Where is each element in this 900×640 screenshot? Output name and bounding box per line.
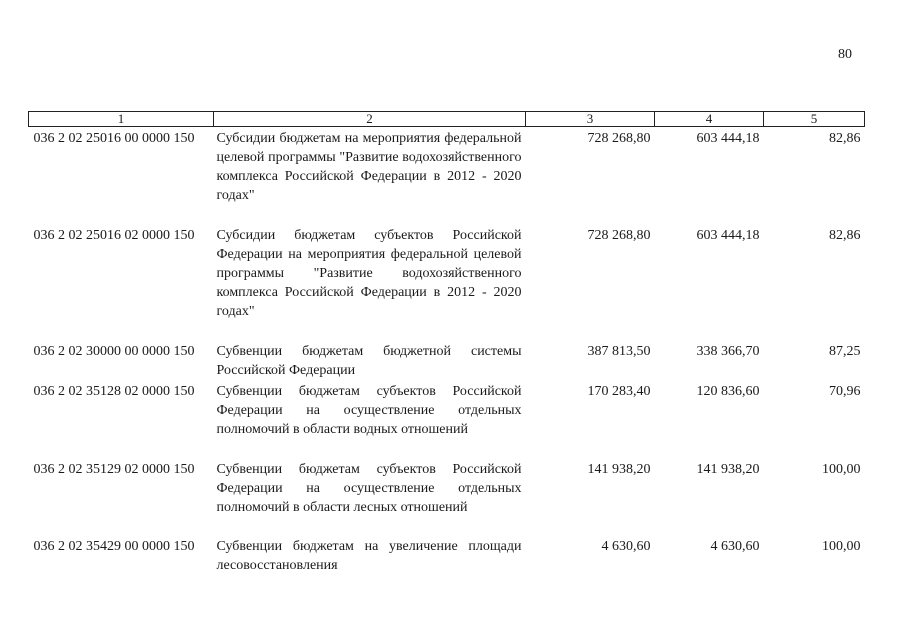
table-row <box>29 224 865 340</box>
budget-code-cell: 036 2 02 25016 00 0000 150 <box>33 131 195 146</box>
header-row <box>29 112 865 127</box>
value-col4-cell: 141 938,20 <box>696 461 760 477</box>
table-row <box>29 535 865 575</box>
description-cell: Субвенции бюджетам на увеличение площади лесовосстановления <box>216 538 522 573</box>
value-col4-cell: 120 836,60 <box>696 383 760 399</box>
description-cell: Субсидии бюджетам на мероприятия федеральной целевой программы "Развитие водохозяйственного комплекса Российской Федерации в 2012 - 2020 годах" <box>216 131 522 203</box>
budget-table <box>28 111 865 575</box>
value-col3-cell: 4 630,60 <box>601 538 651 554</box>
value-col5-cell: 70,96 <box>829 383 861 399</box>
column-header-2: 2 <box>214 112 526 127</box>
value-col3-cell: 170 283,40 <box>587 383 651 399</box>
budget-code-cell: 036 2 02 35128 02 0000 150 <box>33 383 195 399</box>
table-row <box>29 380 865 458</box>
description-cell: Субвенции бюджетам бюджетной системы Российской Федерации <box>216 343 522 378</box>
column-header-3: 3 <box>526 112 655 127</box>
budget-code-cell: 036 2 02 30000 00 0000 150 <box>33 343 195 359</box>
value-col5-cell: 100,00 <box>822 538 861 554</box>
table-row <box>29 340 865 380</box>
value-col5-cell: 82,86 <box>829 131 861 146</box>
table-row <box>29 458 865 535</box>
description-cell: Субвенции бюджетам субъектов Российской Федерации на осуществление отдельных полномочий в области лесных отношений <box>216 461 522 515</box>
table-header <box>29 112 865 127</box>
description-cell: Субвенции бюджетам субъектов Российской Федерации на осуществление отдельных полномочий в области водных отношений <box>216 383 522 437</box>
page-number: 80 <box>838 47 852 62</box>
value-col3-cell: 728 268,80 <box>587 227 651 243</box>
value-col4-cell: 603 444,18 <box>696 131 760 146</box>
column-header-1: 1 <box>29 112 214 127</box>
budget-code-cell: 036 2 02 35129 02 0000 150 <box>33 461 195 477</box>
table-row <box>29 127 865 224</box>
value-col5-cell: 87,25 <box>829 343 861 359</box>
value-col4-cell: 4 630,60 <box>710 538 760 554</box>
value-col3-cell: 387 813,50 <box>587 343 651 359</box>
table-body <box>29 127 865 575</box>
column-header-4: 4 <box>655 112 764 127</box>
value-col4-cell: 338 366,70 <box>696 343 760 359</box>
value-col5-cell: 100,00 <box>822 461 861 477</box>
value-col4-cell: 603 444,18 <box>696 227 760 243</box>
value-col3-cell: 141 938,20 <box>587 461 651 477</box>
budget-code-cell: 036 2 02 25016 02 0000 150 <box>33 227 195 243</box>
column-header-5: 5 <box>764 112 865 127</box>
value-col5-cell: 82,86 <box>829 227 861 243</box>
value-col3-cell: 728 268,80 <box>587 131 651 146</box>
description-cell: Субсидии бюджетам субъектов Российской Федерации на мероприятия федеральной целевой программы "Развитие водохозяйственного комплекса Российской Федерации в 2012 - 2020 годах" <box>216 227 522 319</box>
budget-code-cell: 036 2 02 35429 00 0000 150 <box>33 538 195 554</box>
